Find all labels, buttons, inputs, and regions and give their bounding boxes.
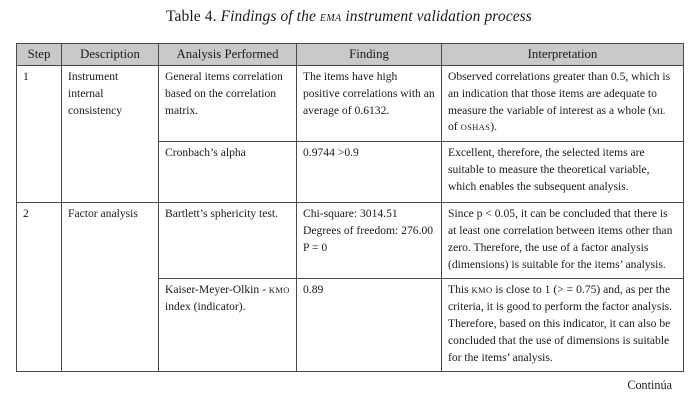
header-row: [17, 44, 684, 66]
finding-line: Degrees of freedom: 276.00: [303, 223, 434, 237]
caption-title: [221, 8, 532, 25]
interp-text: This: [448, 283, 472, 297]
analysis-cell: General items correlation based on the correlation matrix.: [159, 66, 297, 142]
interpretation-cell: [442, 279, 684, 372]
interp-text: of: [448, 120, 461, 134]
caption-title-start: Findings of the: [220, 8, 316, 25]
table-row: [17, 66, 684, 142]
interp-abbr: ML: [652, 105, 666, 116]
caption-label: Table 4.: [166, 8, 217, 25]
findings-table: [16, 43, 684, 372]
header-step: Step: [17, 44, 62, 66]
finding-cell: [297, 203, 442, 279]
step-cell: 1: [17, 66, 62, 203]
interp-text: Observed correlations greater than 0.5, which is an indication that those items are adequate to measure the variable of interest as a whole (: [448, 70, 671, 117]
interp-text: is close to 1 (> = 0.75) and, as per the criteria, it is good to perform the factor analysis. Therefore, based on this indicator, it can also be concluded that the use of dimensions is suitable for the items’ analysis.: [448, 283, 673, 364]
finding-cell: 0.89: [297, 279, 442, 372]
header-interpretation: Interpretation: [442, 44, 684, 66]
interpretation-cell: Excellent, therefore, the selected items are suitable to measure the theoretical variable, which enables the subsequent analysis.: [442, 142, 684, 203]
caption-title-end: instrument validation process: [345, 8, 532, 25]
description-cell: Factor analysis: [62, 203, 159, 372]
analysis-cell: Bartlett’s sphericity test.: [159, 203, 297, 279]
caption-abbr: EMA: [319, 13, 342, 24]
header-finding: Finding: [297, 44, 442, 66]
step-cell: 2: [17, 203, 62, 372]
analysis-cell: Cronbach’s alpha: [159, 142, 297, 203]
interpretation-cell: Since p < 0.05, it can be concluded that there is at least one correlation between items other than zero. Therefore, the use of a factor analysis (dimensions) is suitable for the items’ analysis.: [442, 203, 684, 279]
description-cell: Instrument internal consistency: [62, 66, 159, 203]
interpretation-cell: [442, 66, 684, 142]
finding-line: P = 0: [303, 240, 328, 254]
table-caption: [0, 8, 698, 26]
header-analysis: Analysis Performed: [159, 44, 297, 66]
finding-line: Chi-square: 3014.51: [303, 207, 398, 221]
finding-cell: 0.9744 >0.9: [297, 142, 442, 203]
interp-abbr: OSHAS: [460, 122, 491, 133]
continues-note: Continúa: [627, 378, 672, 392]
finding-cell: The items have high positive correlations with an average of 0.6132.: [297, 66, 442, 142]
interp-abbr: KMO: [471, 285, 493, 296]
analysis-text: index (indicator).: [165, 300, 246, 314]
interp-text: ).: [490, 120, 498, 134]
analysis-cell: [159, 279, 297, 372]
analysis-text: Kaiser-Meyer-Olkin -: [165, 283, 269, 297]
analysis-abbr: KMO: [268, 285, 290, 296]
header-description: Description: [62, 44, 159, 66]
table-row: [17, 203, 684, 279]
